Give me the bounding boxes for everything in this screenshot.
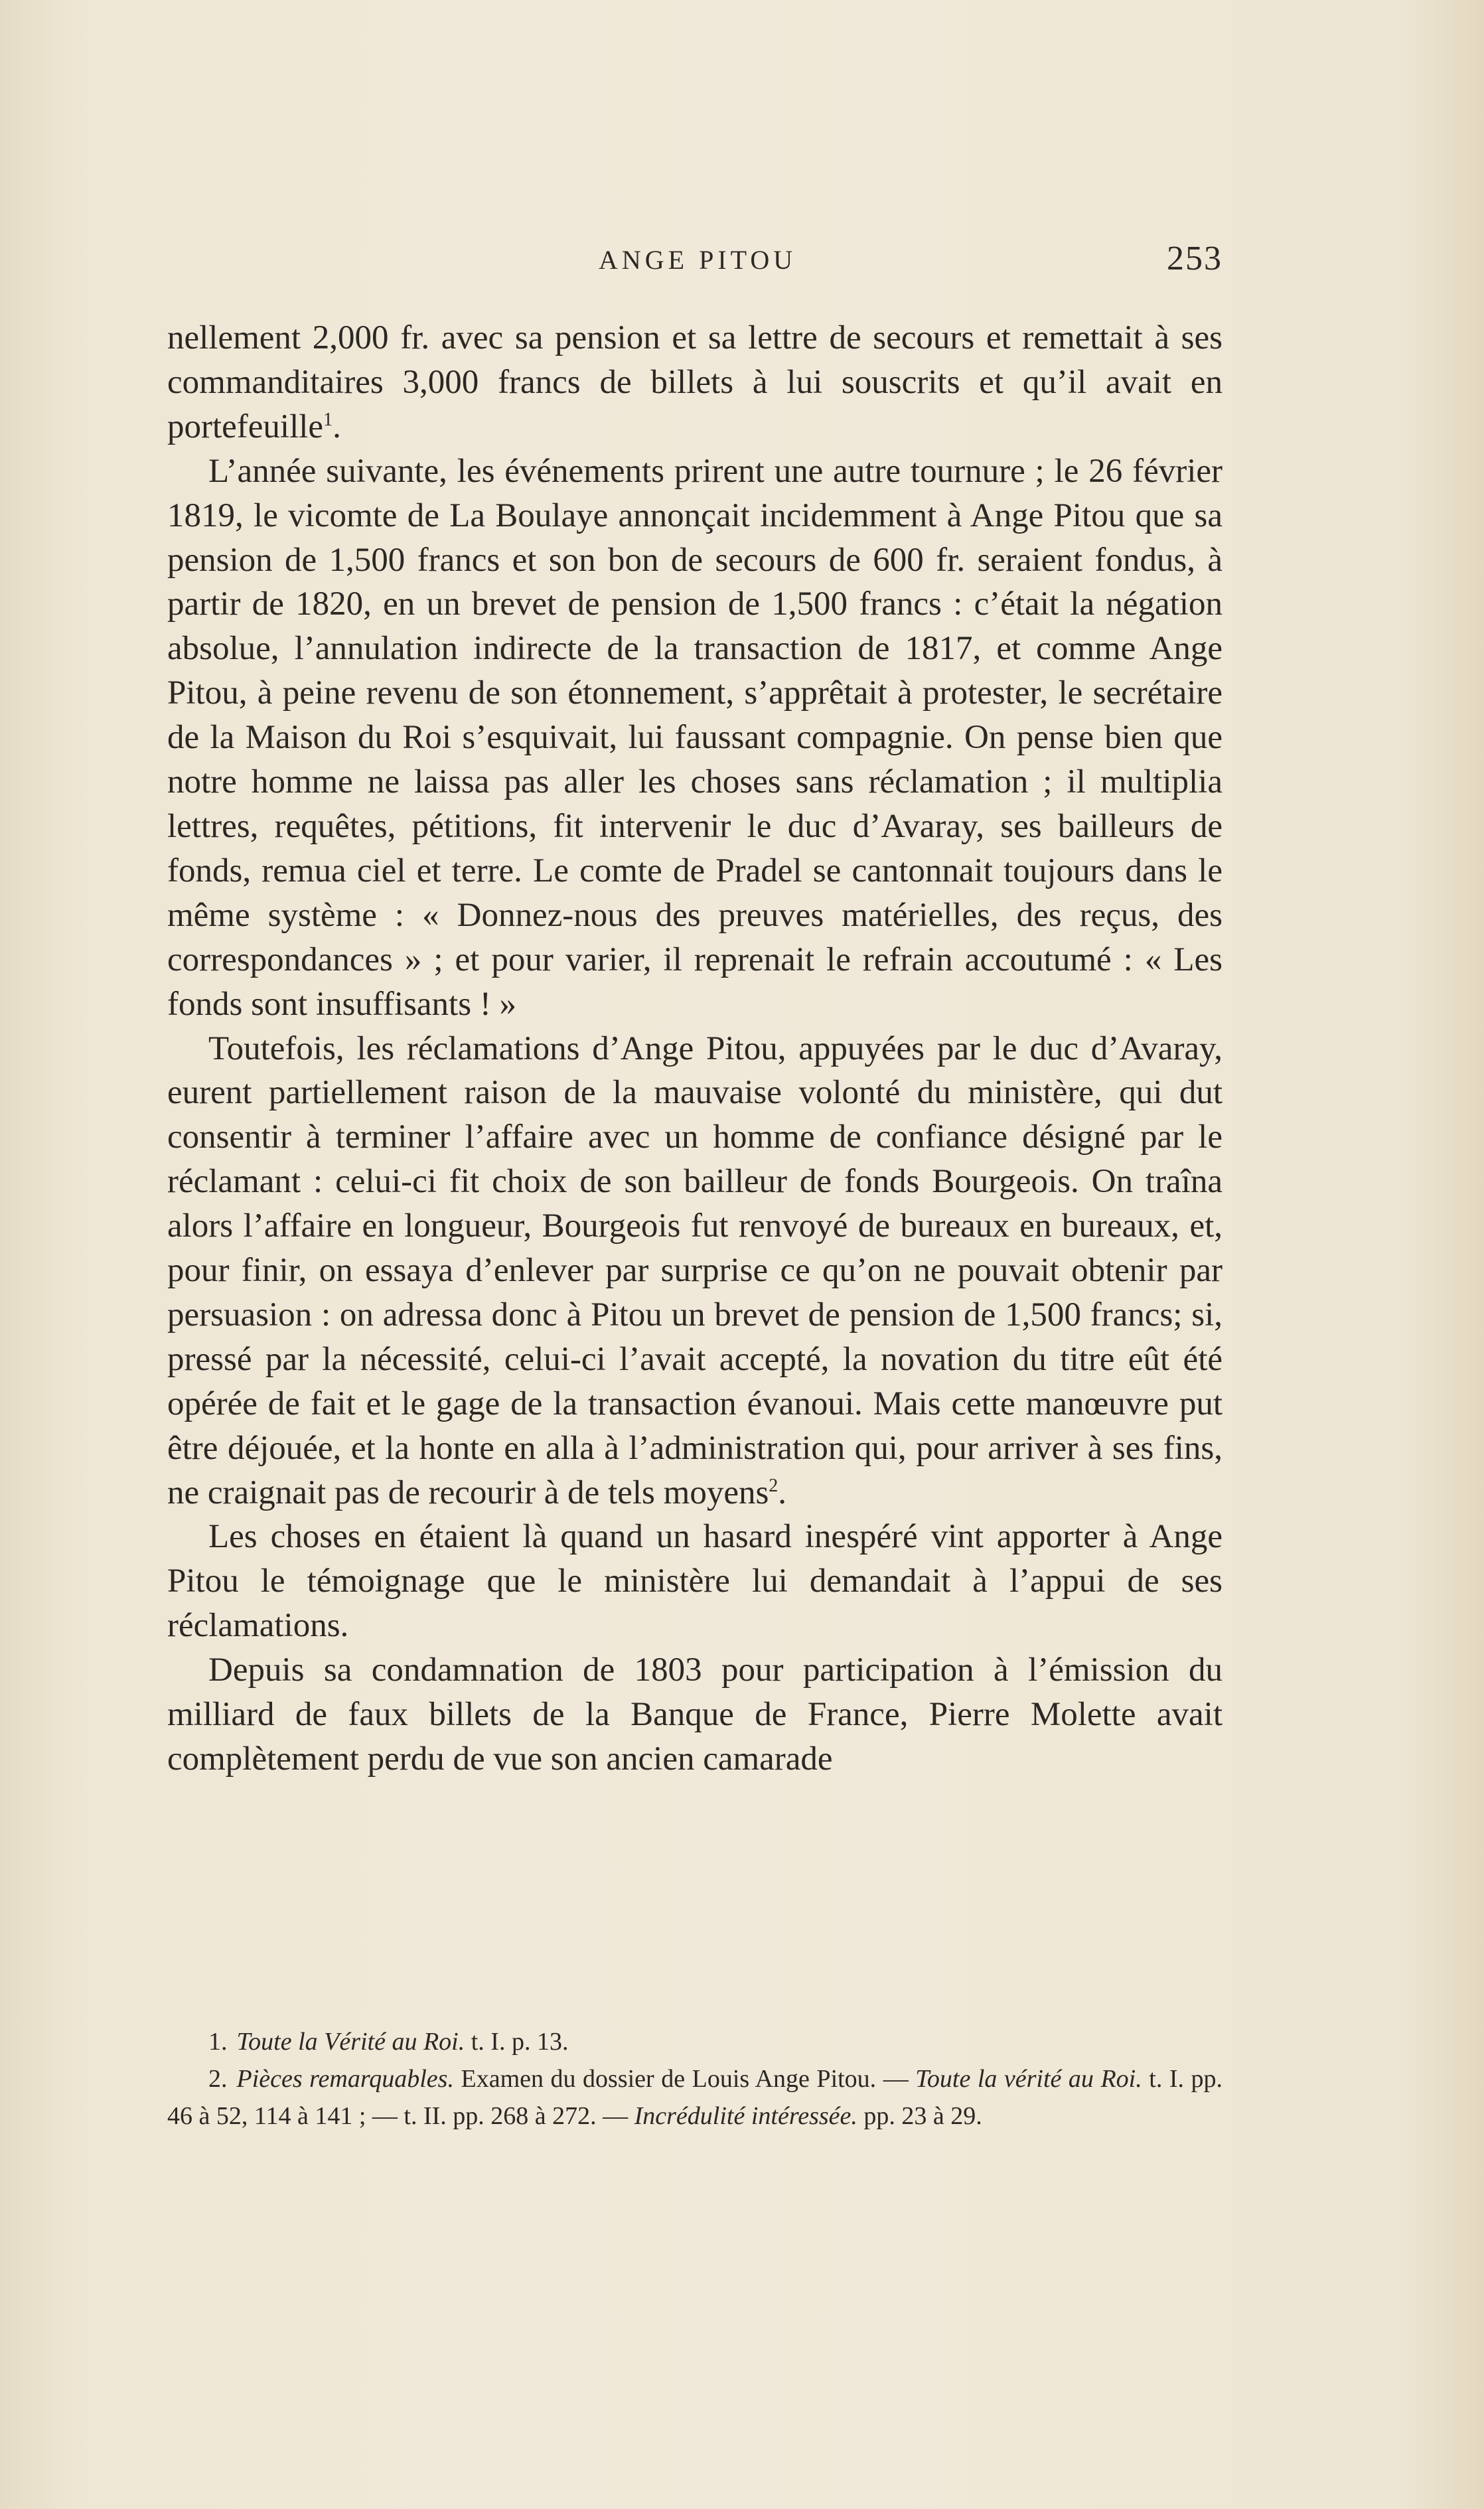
body-text (167, 316, 1223, 1782)
footnote-number: 1. (208, 2028, 228, 2056)
paragraph-tail: . (333, 408, 341, 445)
running-title: ANGE PITOU (599, 245, 797, 275)
footnote-title: Toute la Vérité au Roi. (236, 2028, 465, 2056)
footnote-text: t. I. pp. 46 à 52, 114 à 141 ; — t. II. pp. 268 à 272. — (167, 2065, 1223, 2130)
paragraph-text: Toutefois, les réclamations d’Ange Pitou, appuyées par le duc d’Avaray, eurent partiellement raison de la mauvaise volonté du ministère, qui dut consentir à terminer l’affaire avec un homme de confiance désigné par le réclamant : celui-ci fit choix de son bailleur de fonds Bourgeois. On traîna alors l’affaire en longueur, Bourgeois fut renvoyé de bureaux en bureaux, et, pour finir, on essaya d’enlever par surprise ce qu’on ne pouvait obtenir par persuasion : on adressa donc à Pitou un brevet de pension de 1,500 francs; si, pressé par la nécessité, celui-ci l’avait accepté, la novation du titre eût été opérée de fait et le gage de la transaction évanoui. Mais cette manœuvre put être déjouée, et la honte en alla à l’administration qui, pour arriver à ses fins, ne craignait pas de recourir à de tels moyens (167, 1029, 1223, 1511)
footnote-ref-2: 2 (769, 1475, 779, 1496)
paragraph-text: Les choses en étaient là quand un hasard inespéré vint apporter à Ange Pitou le témoignage que le ministère lui demandait à l’appui de ses réclamations. (167, 1518, 1223, 1645)
footnote-ref-1: 1 (323, 409, 333, 430)
footnote-text: t. I. p. 13. (471, 2028, 569, 2056)
paragraph-5 (167, 1648, 1223, 1782)
paragraph-tail: . (778, 1474, 787, 1511)
paragraph-2 (167, 449, 1223, 1027)
paragraph-3 (167, 1027, 1223, 1515)
paragraph-text: nellement 2,000 fr. avec sa pension et sa lettre de secours et remettait à ses commanditaires 3,000 francs de billets à lui souscrits et qu’il avait en portefeuille (167, 319, 1223, 445)
footnotes (167, 2023, 1223, 2135)
footnote-text: Examen du dossier de Louis Ange Pitou. — (461, 2065, 909, 2093)
footnote-2 (167, 2060, 1223, 2135)
footnote-text: pp. 23 à 29. (863, 2102, 982, 2130)
footnote-title: Toute la vérité au Roi. (915, 2065, 1142, 2093)
footnote-number: 2. (208, 2065, 228, 2093)
footnote-1 (167, 2023, 1223, 2060)
paragraph-1 (167, 316, 1223, 449)
paragraph-text: Depuis sa condamnation de 1803 pour participation à l’émission du milliard de faux billets de la Banque de France, Pierre Molette avait complètement perdu de vue son ancien camarade (167, 1651, 1223, 1778)
footnote-title: Pièces remarquables. (236, 2065, 454, 2093)
running-head (167, 239, 1223, 285)
footnote-title: Incrédulité intéressée. (634, 2102, 857, 2130)
paragraph-text: L’année suivante, les événements prirent une autre tournure ; le 26 février 1819, le vicomte de La Boulaye annonçait incidemment à Ange Pitou que sa pension de 1,500 francs et son bon de secours de 600 fr. seraient fondus, à partir de 1820, en un brevet de pension de 1,500 francs : c’était la négation absolue, l’annulation indirecte de la transaction de 1817, et comme Ange Pitou, à peine revenu de son étonnement, s’apprêtait à protester, le secrétaire de la Maison du Roi s’esquivait, lui faussant compagnie. On pense bien que notre homme ne laissa pas aller les choses sans réclamation ; il multiplia lettres, requêtes, pétitions, fit intervenir le duc d’Avaray, ses bailleurs de fonds, remua ciel et terre. Le comte de Pradel se cantonnait toujours dans le même système : « Donnez-nous des preuves matérielles, des reçus, des correspondances » ; et pour varier, il reprenait le refrain accoutumé : « Les fonds sont insuffisants ! » (167, 452, 1223, 1023)
paragraph-4 (167, 1515, 1223, 1648)
page-number: 253 (1167, 240, 1223, 277)
